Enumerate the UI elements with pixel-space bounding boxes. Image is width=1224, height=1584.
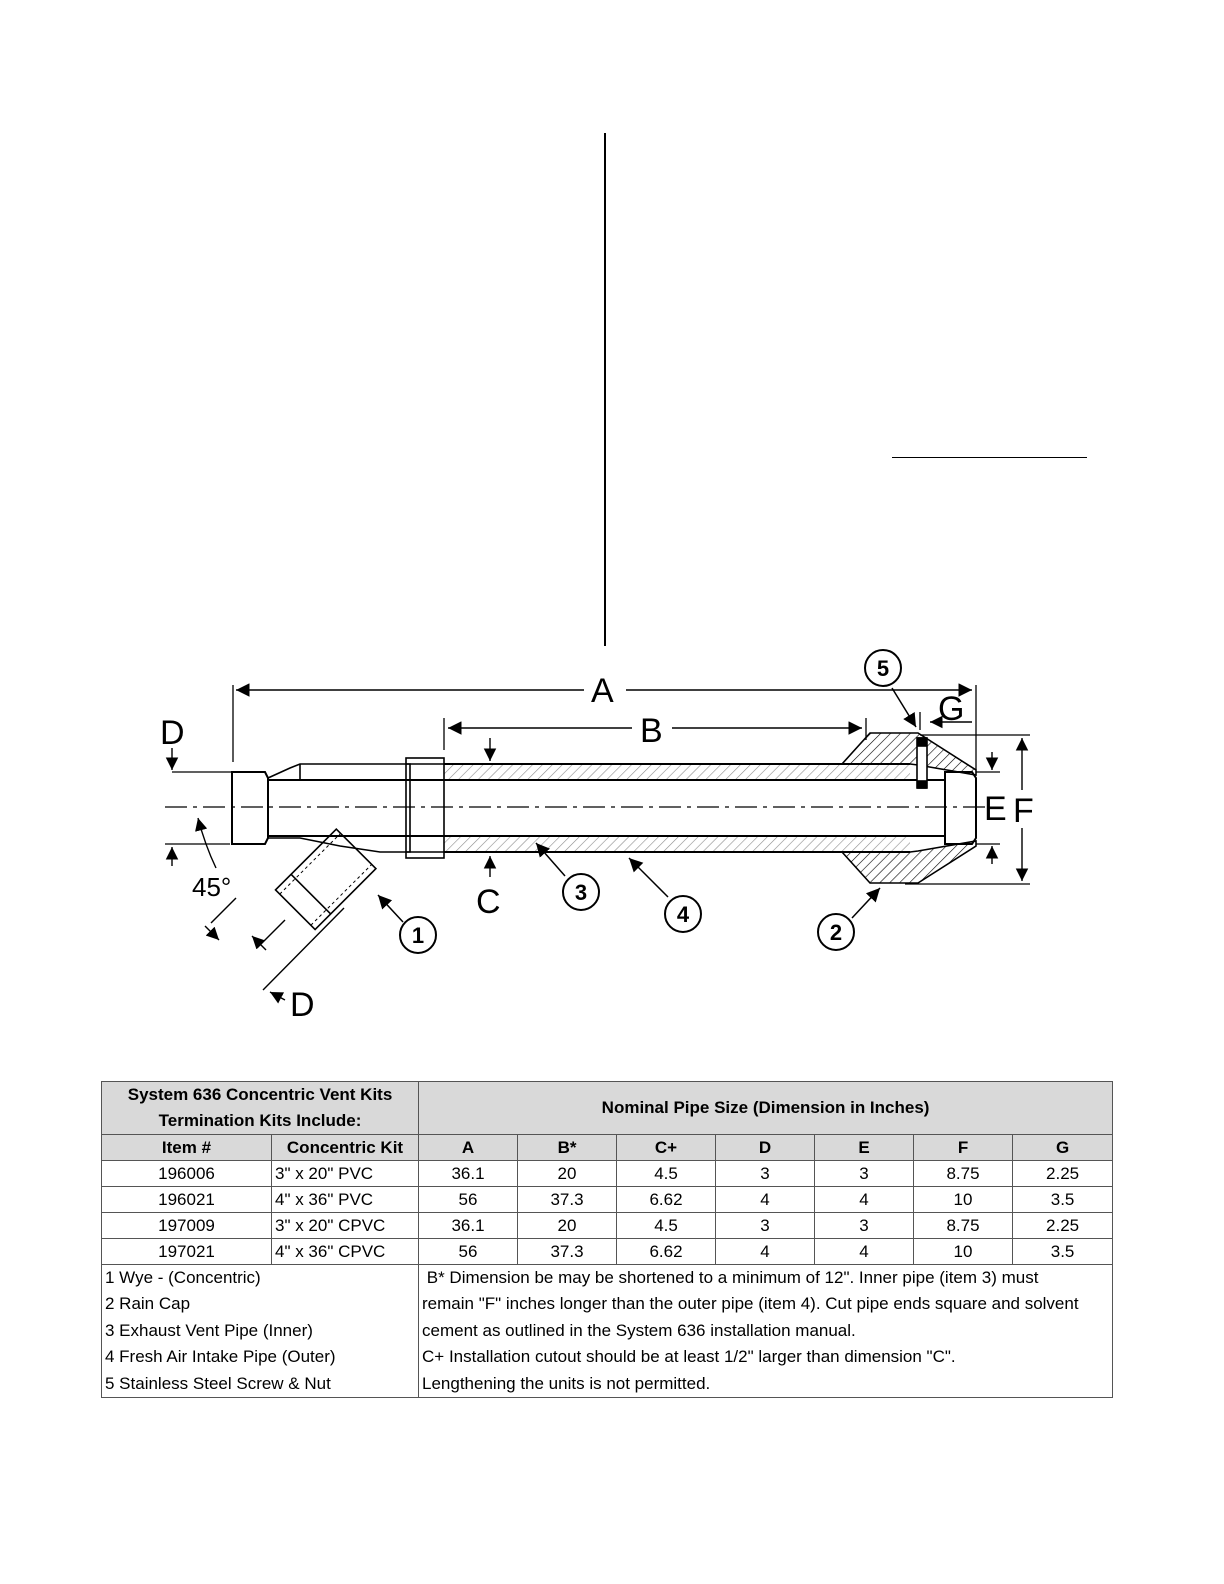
group-header: Nominal Pipe Size (Dimension in Inches) (419, 1082, 1113, 1135)
kit-name: 3" x 20" PVC (272, 1161, 419, 1187)
table-row (102, 1239, 1113, 1265)
column-header: B* (518, 1135, 617, 1161)
column-header: A (419, 1135, 518, 1161)
dim-g: 3.5 (1013, 1239, 1113, 1265)
note-line: Lengthening the units is not permitted. (422, 1373, 711, 1393)
dim-f: 8.75 (914, 1161, 1013, 1187)
table-title-line2: Termination Kits Include: (158, 1111, 362, 1130)
column-header: E (815, 1135, 914, 1161)
notes (419, 1265, 1113, 1398)
inner-pipe-end (945, 772, 976, 844)
callout-number-1: 1 (411, 923, 425, 948)
dim-d: 4 (716, 1239, 815, 1265)
item-number: 196006 (102, 1161, 272, 1187)
dim-c: 6.62 (617, 1239, 716, 1265)
table-title-line1: System 636 Concentric Vent Kits (127, 1085, 393, 1104)
table-row (102, 1213, 1113, 1239)
dim-b: 37.3 (518, 1187, 617, 1213)
parts-list (102, 1265, 419, 1398)
spec-table (101, 1081, 1113, 1398)
note-line: remain "F" inches longer than the outer pipe (item 4). Cut pipe ends square and solvent (422, 1294, 1079, 1314)
dim-f: 10 (914, 1187, 1013, 1213)
item-number: 197009 (102, 1213, 272, 1239)
dim-g: 3.5 (1013, 1187, 1113, 1213)
column-header: G (1013, 1135, 1113, 1161)
dim-d: 3 (716, 1213, 815, 1239)
dim-f: 10 (914, 1239, 1013, 1265)
angle-label: 45° (192, 872, 232, 902)
column-header: D (716, 1135, 815, 1161)
dim-b: 20 (518, 1161, 617, 1187)
table-row (102, 1187, 1113, 1213)
note-line: B* Dimension be may be shortened to a minimum of 12". Inner pipe (item 3) must (422, 1268, 1039, 1287)
kit-name: 3" x 20" CPVC (272, 1213, 419, 1239)
dim-a: 56 (419, 1187, 518, 1213)
dim-e: 3 (815, 1213, 914, 1239)
dim-label-d-bottom: D (290, 986, 315, 1024)
part-item: 5 Stainless Steel Screw & Nut (105, 1373, 331, 1393)
kit-name: 4" x 36" PVC (272, 1187, 419, 1213)
callout-number-2: 2 (829, 920, 843, 945)
column-header: Item # (102, 1135, 272, 1161)
part-item: 3 Exhaust Vent Pipe (Inner) (105, 1320, 313, 1340)
dim-label-f: F (1013, 792, 1034, 830)
note-line: C+ Installation cutout should be at least 1/2" larger than dimension "C". (422, 1347, 956, 1367)
item-number: 196021 (102, 1187, 272, 1213)
dim-b: 20 (518, 1213, 617, 1239)
dim-e: 4 (815, 1187, 914, 1213)
part-item: 2 Rain Cap (105, 1294, 191, 1314)
callout-number-3: 3 (574, 880, 588, 905)
dim-e: 3 (815, 1161, 914, 1187)
dim-label-a: A (591, 672, 614, 710)
dim-label-b: B (640, 712, 663, 750)
dim-c: 6.62 (617, 1187, 716, 1213)
notes-row (102, 1265, 1113, 1398)
wye-branch (276, 829, 376, 929)
dim-label-d-top: D (160, 714, 185, 752)
column-header: Concentric Kit (272, 1135, 419, 1161)
dim-f: 8.75 (914, 1213, 1013, 1239)
part-item: 4 Fresh Air Intake Pipe (Outer) (105, 1347, 336, 1367)
kit-name: 4" x 36" CPVC (272, 1239, 419, 1265)
dim-b: 37.3 (518, 1239, 617, 1265)
item-number: 197021 (102, 1239, 272, 1265)
coupling (406, 758, 444, 858)
dim-e: 4 (815, 1239, 914, 1265)
dim-a: 36.1 (419, 1161, 518, 1187)
dim-a: 56 (419, 1239, 518, 1265)
dim-a: 36.1 (419, 1213, 518, 1239)
dim-c: 4.5 (617, 1161, 716, 1187)
wye-end-cap (232, 772, 268, 844)
dim-g: 2.25 (1013, 1213, 1113, 1239)
wye-body (268, 764, 410, 852)
dim-label-g: G (938, 690, 965, 728)
dim-c: 4.5 (617, 1213, 716, 1239)
column-header-row (102, 1135, 1113, 1161)
dim-label-c: C (476, 883, 501, 921)
dim-d: 3 (716, 1161, 815, 1187)
callout-number-5: 5 (876, 656, 890, 681)
dim-label-e: E (984, 790, 1007, 828)
dim-d: 4 (716, 1187, 815, 1213)
table-title (102, 1082, 419, 1135)
column-header: C+ (617, 1135, 716, 1161)
note-line: cement as outlined in the System 636 installation manual. (422, 1320, 856, 1340)
dim-g: 2.25 (1013, 1161, 1113, 1187)
callout-number-4: 4 (676, 902, 690, 927)
column-header: F (914, 1135, 1013, 1161)
table-row (102, 1161, 1113, 1187)
part-item: 1 Wye - (Concentric) (105, 1268, 261, 1287)
